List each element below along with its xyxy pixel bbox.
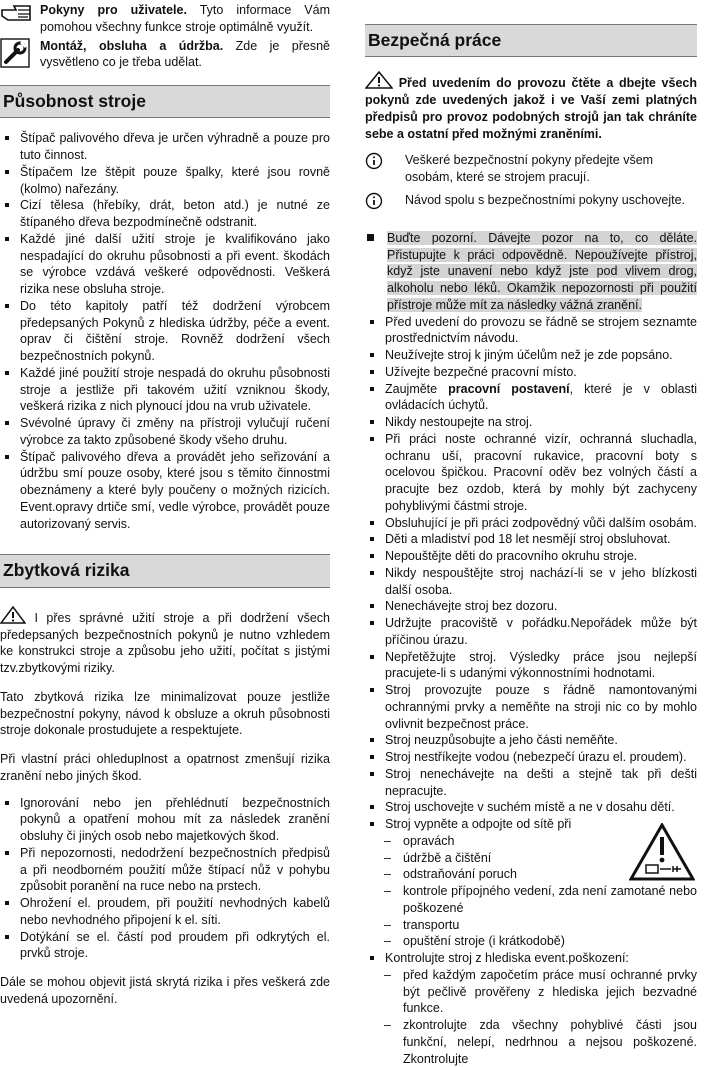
list-item: Před uvedení do provozu se řádně se strojem seznamte prostřednictvím návodu. xyxy=(365,314,697,348)
check-sub-list xyxy=(365,967,697,1067)
intro-assembly-text: Zde je přesně vysvětleno co je třeba udělat. xyxy=(40,38,330,70)
risks-list xyxy=(0,795,330,963)
list-item: – odstraňování poruch xyxy=(365,866,697,883)
safety-info-text: Veškeré bezpečnostní pokyny předejte všem osobám, které se strojem pracují. xyxy=(405,153,654,185)
list-item: Nepouštějte děti do pracovního okruhu stroje. xyxy=(365,548,697,565)
list-item: Při nepozornosti, nedodržení bezpečnostních předpisů a při neodborném použití může štípací nůž v pohybu způsobit poranění na ruce nebo na prstech. xyxy=(0,845,330,895)
list-item: Stroj nestříkejte vodou (nebezpečí úrazu el. proudem). xyxy=(365,749,697,766)
list-item: Stroj vypněte a odpojte od sítě při xyxy=(365,816,697,833)
unplug-warning-icon xyxy=(629,823,695,881)
list-item: Štípač palivového dřeva je určen výhradně a pouze pro tuto činnost. xyxy=(0,130,330,164)
list-item: Dotýkání se el. částí pod proudem při odkrytých el. prvků stroje. xyxy=(0,929,330,963)
list-item: – opravách xyxy=(365,833,697,850)
check-list xyxy=(365,950,697,967)
list-item: Kontrolujte stroj z hlediska event.poškození: xyxy=(365,950,697,967)
list-item: Nikdy nestoupejte na stroj. xyxy=(365,414,697,431)
list-item: Stroj provozujte pouze s řádně namontovanými ochrannými prvky a neměňte na stroji nic co by mohlo ovlivnit bezpečnost práce. xyxy=(365,682,697,732)
info-icon xyxy=(365,192,405,218)
safety-info-text: Návod spolu s bezpečnostními pokyny uschovejte. xyxy=(405,192,686,207)
right-column xyxy=(365,24,697,1067)
intro-assembly-bold: Montáž, obsluha a údržba. xyxy=(40,38,224,53)
position-pre: Zaujměte xyxy=(385,381,449,396)
intro-hint-text: Tyto informace Vám pomohou všechny funkce stroje optimálně využít. xyxy=(40,3,330,34)
list-item: Do této kapitoly patří též dodržení výrobcem předepsaných Pokynů z hlediska údržby, péče a event. oprav či čištění stroje. Rovněž dodržení všech bezpečnostních pokynů. xyxy=(0,298,330,365)
risks-closing: Dále se mohou objevit jistá skrytá rizika i přes veškerá zde uvedená upozornění. xyxy=(0,975,330,1006)
pointing-hand-icon xyxy=(0,2,40,28)
info-icon xyxy=(365,152,405,178)
list-item: Stroj nenechávejte na dešti a stejně tak při dešti nepracujte. xyxy=(365,766,697,800)
list-item: Obsluhující je při práci zodpovědný vůči dalším osobám. xyxy=(365,515,697,532)
position-bold: pracovní postavení xyxy=(448,381,570,396)
list-item: Ignorování nebo jen přehlédnutí bezpečnostních pokynů a opatření mohou mít za následek zranění obsluhy či jiných osob nebo majetkových škod. xyxy=(0,795,330,845)
safety-info xyxy=(365,152,697,186)
list-item: – údržbě a čištění xyxy=(365,850,697,867)
list-item: Každé jiné použití stroje nespadá do okruhu působnosti stroje a jestliže při takovém užití vzniknou škody, veškerá rizika z nich plynoucí jdou na vrub uživatele. xyxy=(0,365,330,415)
warning-triangle-icon xyxy=(0,606,26,624)
safety-info xyxy=(365,192,697,218)
list-item: – zkontrolujte zda všechny pohyblivé části jsou funkční, nelepí, nedrhnou a nejsou poškozené. Zkontrolujte xyxy=(365,1017,697,1067)
list-item: Nepřetěžujte stroj. Výsledky práce jsou nejlepší pracujete-li s udanými výkonnostními hodnotami. xyxy=(365,649,697,683)
list-item-highlight xyxy=(365,230,697,314)
list-item: – před každým započetím práce musí ochranné prvky být pečlivě prověřeny z hlediska jejich bezvadné funkce. xyxy=(365,967,697,1017)
list-item: Cizí tělesa (hřebíky, drát, beton atd.) je nutné ze štípaného dřeva bezpodmínečně odstranit. xyxy=(0,197,330,231)
list-item: Svévolné úpravy či změny na přístroji vylučují ručení výrobce za takto způsobené škody všeho druhu. xyxy=(0,415,330,449)
list-item: Nenechávejte stroj bez dozoru. xyxy=(365,598,697,615)
list-item: Stroj neuzpůsobujte a jeho části neměňte. xyxy=(365,732,697,749)
risks-heading: Zbytková rizika xyxy=(0,554,330,587)
wrench-icon xyxy=(0,38,40,64)
list-item: Nikdy nespouštějte stroj nachází-li se v jeho blízkosti další osoba. xyxy=(365,565,697,599)
scope-heading: Působnost stroje xyxy=(0,85,330,118)
list-item: Štípač palivového dřeva a provádět jeho seřizování a údržbu smí pouze osoby, které jsou s těmito činnostmi obeznámeny a které byly poučeny o možných rizicích. Event.opravy drtiče smí, vedle výrobce, provádět pouze autorizovaný servis. xyxy=(0,449,330,533)
risks-warning-text: I přes správné užití stroje a při dodržení všech předepsaných bezpečnostních pokynů je nutno vzhledem ke konstrukci stroje a způsobu jeho užití, počítat s jistými tzv.zbytkovými riziky. xyxy=(0,610,330,676)
safety-warning xyxy=(365,71,697,142)
intro-assembly xyxy=(0,38,330,72)
list-item: Udržujte pracoviště v pořádku.Nepořádek může být příčinou úrazu. xyxy=(365,615,697,649)
list-item: – kontrole přípojného vedení, zda není zamotané nebo poškozené xyxy=(365,883,697,917)
safety-list xyxy=(365,230,697,833)
square-bullet-icon xyxy=(367,234,374,241)
list-item: Stroj uschovejte v suchém místě a ne v dosahu dětí. xyxy=(365,799,697,816)
list-item: Užívejte bezpečné pracovní místo. xyxy=(365,364,697,381)
position-post: , které je v oblasti ovládacích úchytů. xyxy=(385,381,697,413)
intro-hint xyxy=(0,2,330,36)
list-item: Neužívejte stroj k jiným účelům než je zde popsáno. xyxy=(365,347,697,364)
unplug-block xyxy=(365,833,697,950)
risks-paragraph: Tato zbytková rizika lze minimalizovat pouze jestliže bezpečnostní pokyny, návod k obsluze a okruh působnosti stroje dokonale prostudujete a respektujete. xyxy=(0,689,330,738)
safety-heading: Bezpečná práce xyxy=(365,24,697,57)
intro-hint-bold: Pokyny pro uživatele. xyxy=(40,3,187,17)
list-item: Každé jiné další užití stroje je kvalifikováno jako nespadající do okruhu působnosti a při event. škodách se výrobce vzdává veškeré odpovědnosti. Veškerá rizika nese obsluha stroje. xyxy=(0,231,330,298)
list-item: Štípačem lze štěpit pouze špalky, které jsou rovně (kolmo) nařezány. xyxy=(0,164,330,198)
safety-warning-text: Před uvedením do provozu čtěte a dbejte všech pokynů zde uvedených jakož i ve Vaší zemi platných předpisů pro provoz podobných strojů jan tak chráníte sebe a ostatní před možnými zraněními. xyxy=(365,76,697,141)
list-item: Děti a mladiství pod 18 let nesmějí stroj obsluhovat. xyxy=(365,531,697,548)
scope-list xyxy=(0,130,330,532)
list-item: Ohrožení el. proudem, při použití nevhodných kabelů nebo nevhodného připojení k el. síti. xyxy=(0,895,330,929)
list-item xyxy=(365,381,697,415)
list-item: Při práci noste ochranné vizír, ochranná sluchadla, ochranu uší, pracovní rukavice, pracovní boty s ocelovou špičkou. Pracovní oděv bez volných částí a pracujte bez ozdob, která by mohly být zachyceny pohyblivými částmi stroje. xyxy=(365,431,697,515)
list-item: – opuštění stroje (i krátkodobě) xyxy=(365,933,697,950)
warning-triangle-icon xyxy=(365,71,393,89)
risks-paragraph: Při vlastní práci ohleduplnost a opatrnost zmenšují rizika zranění nebo jiných škod. xyxy=(0,752,330,783)
list-item: – transportu xyxy=(365,917,697,934)
highlight-text: Buďte pozorní. Dávejte pozor na to, co děláte. Přistupujte k práci odpovědně. Nepoužívejte přístroj, když jste unavení nebo když jste pod vlivem drog, alkoholu nebo léků. Okamžik nepozornosti při použití přístroje může mít za následky vážná zranění. xyxy=(387,230,697,312)
left-column xyxy=(0,0,330,1008)
risks-warning xyxy=(0,606,330,677)
